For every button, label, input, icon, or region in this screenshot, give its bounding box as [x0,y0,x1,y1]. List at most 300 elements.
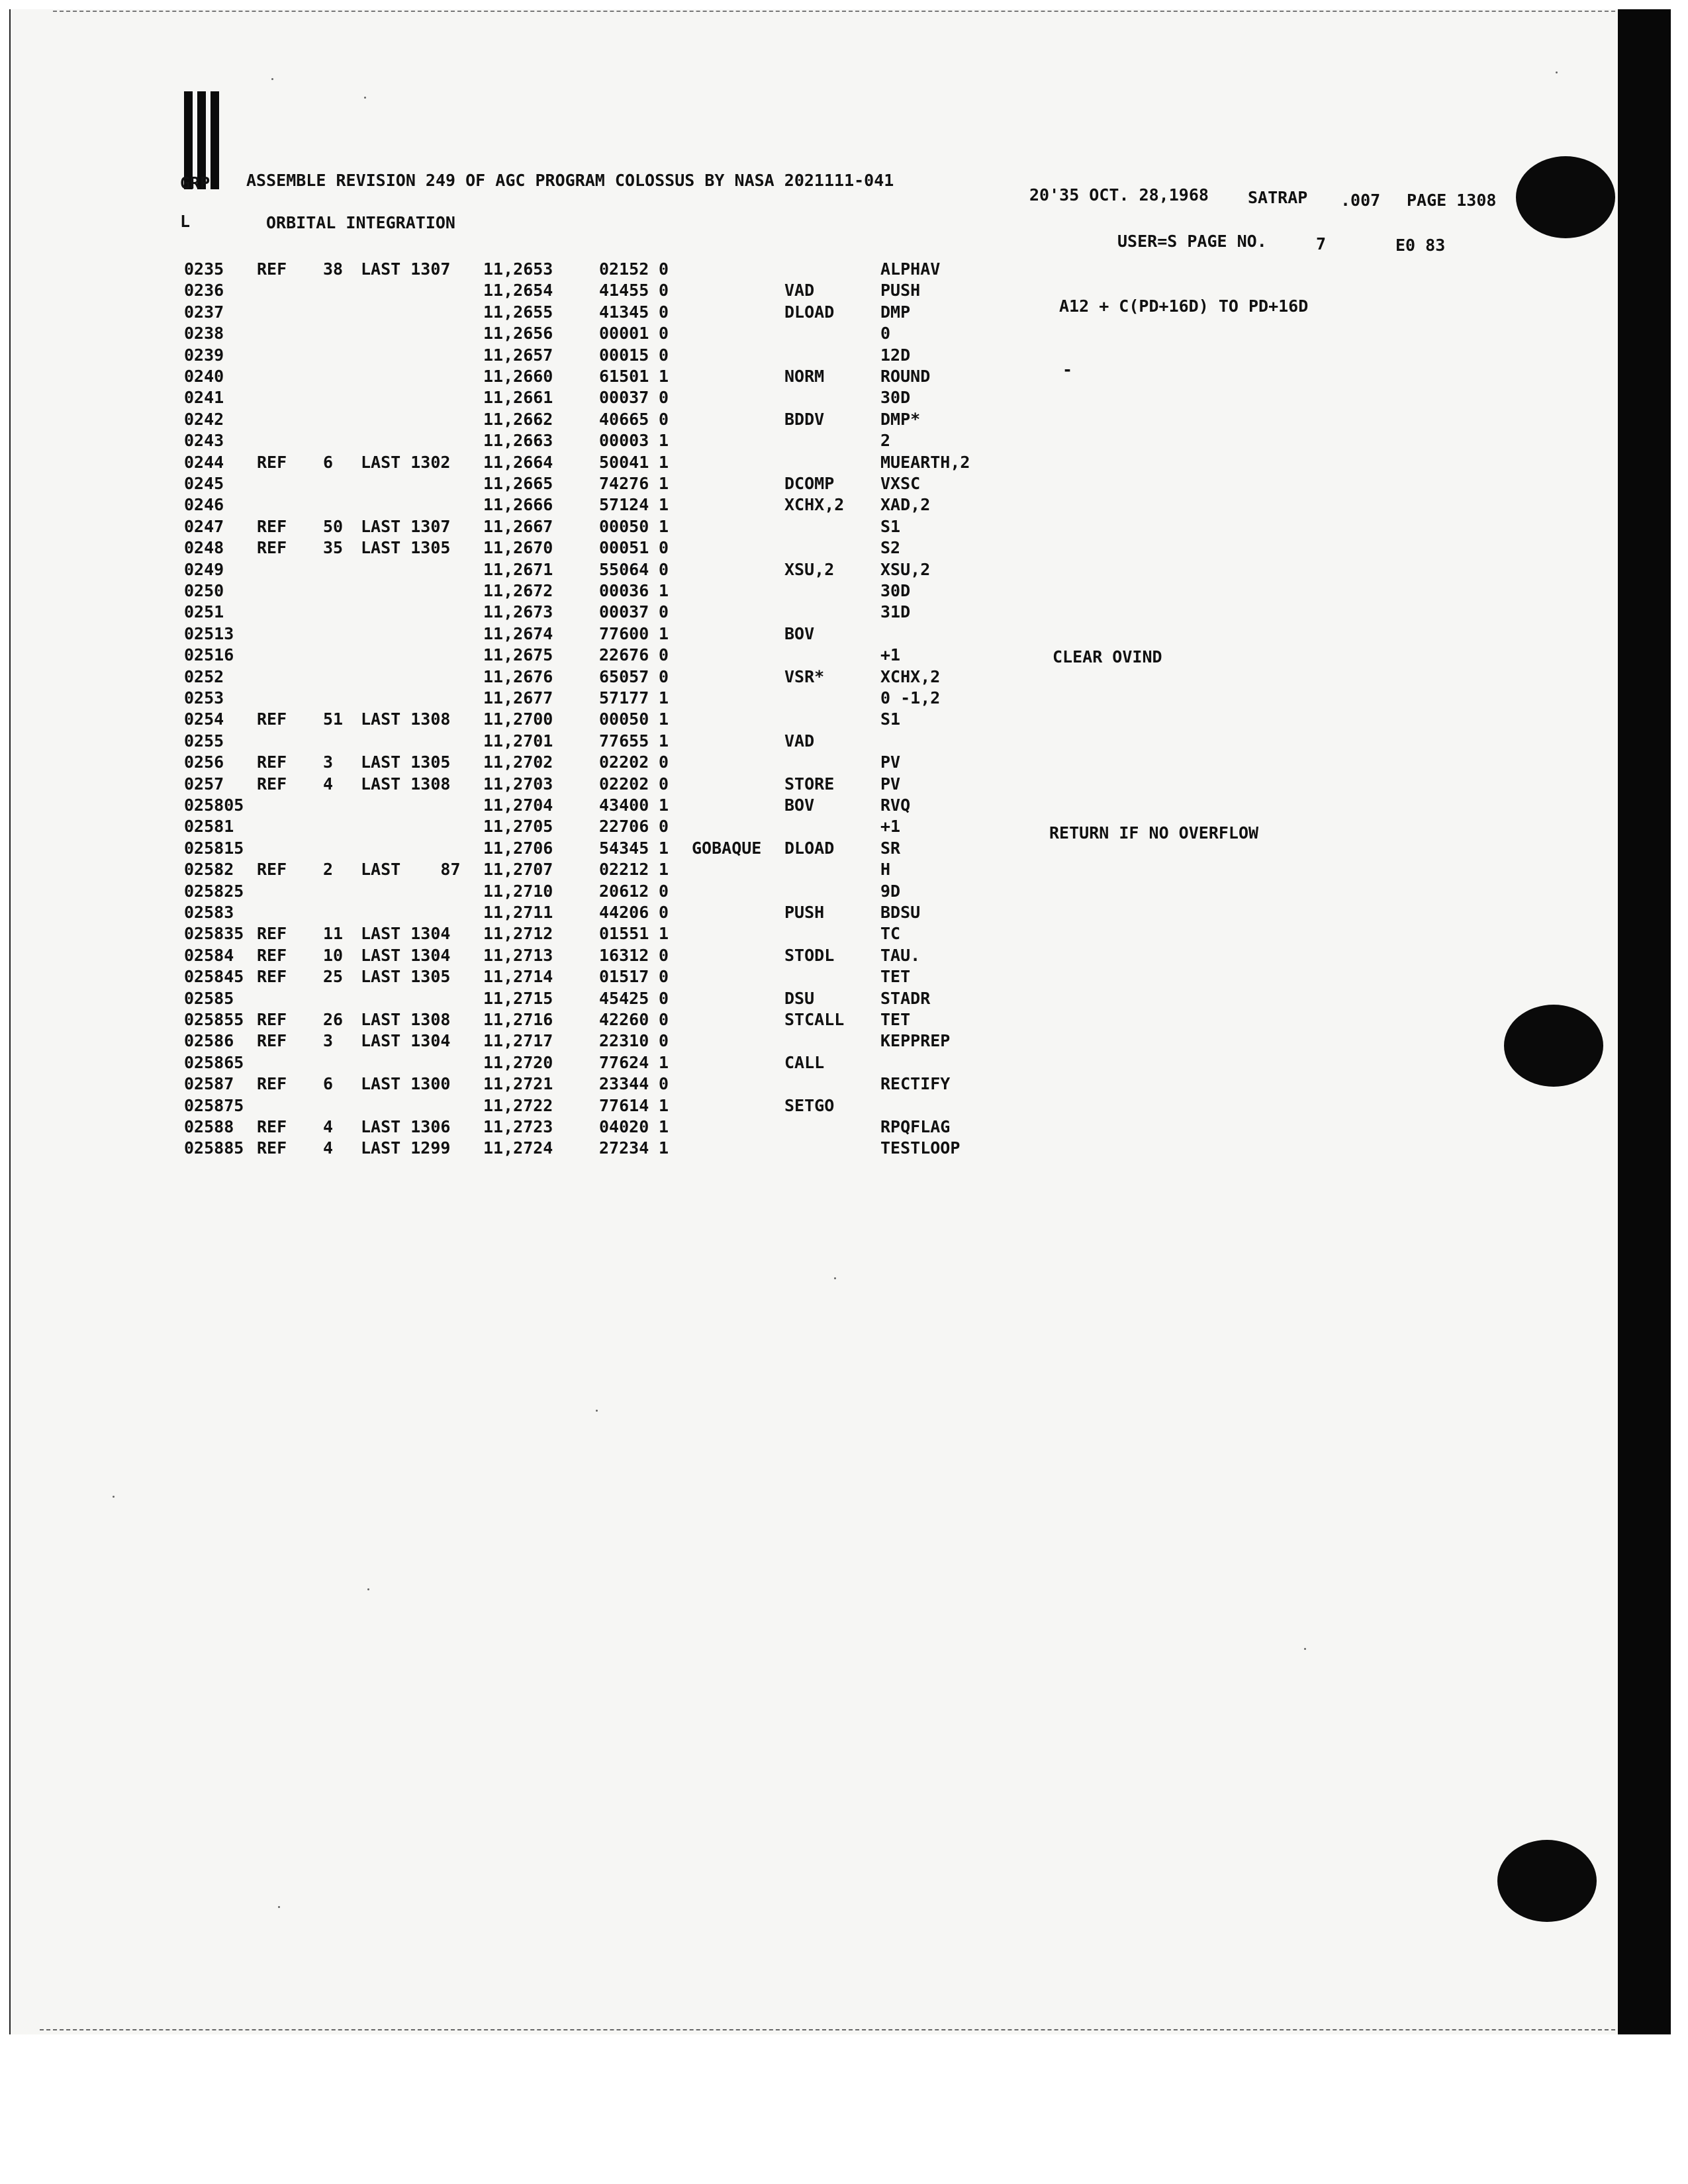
sequence-number: 025815 [184,839,244,858]
punch-hole-middle [1504,1005,1603,1087]
sequence-number: 0245 [184,474,224,493]
perforation-bottom [40,2029,1615,2030]
octal-word: 44206 [599,903,649,922]
sequence-number: 025845 [184,967,244,986]
octal-word: 22310 [599,1031,649,1050]
punch-hole-bottom [1497,1840,1597,1922]
opcode: STORE [784,774,835,794]
sequence-number: 02582 [184,860,234,879]
speck [271,78,273,80]
sequence-number: 0248 [184,538,224,557]
opcode: VSR* [784,667,825,686]
ref-marker: REF [257,453,287,472]
speck [1304,1648,1306,1650]
operand: 0 [880,324,891,343]
sequence-number: 025875 [184,1096,244,1115]
address: 11,2701 [483,731,553,751]
operand: RVQ [880,796,911,815]
last-reference: LAST 1306 [361,1117,451,1136]
opcode: VAD [784,731,815,751]
operand: 31D [880,602,911,621]
octal-word: 50041 [599,453,649,472]
octal-word: 02202 [599,774,649,794]
octal-word: 77600 [599,624,649,643]
parity-flag: 0 [659,774,669,794]
punch-hole-top [1516,156,1615,238]
last-reference: LAST 1307 [361,517,451,536]
ref-marker: REF [257,860,287,879]
opcode: BOV [784,624,815,643]
operand: PV [880,774,901,794]
speck [834,1277,836,1279]
speck [364,97,366,99]
last-reference: LAST 1305 [361,752,451,772]
octal-word: 45425 [599,989,649,1008]
octal-word: 01517 [599,967,649,986]
operand: ROUND [880,367,931,386]
ref-count: 6 [323,453,334,472]
octal-word: 22706 [599,817,649,836]
parity-flag: 0 [659,345,669,365]
octal-word: 00036 [599,581,649,600]
parity-flag: 1 [659,924,669,943]
octal-word: 40665 [599,410,649,429]
sequence-number: 02586 [184,1031,234,1050]
sequence-number: 0256 [184,752,224,772]
sequence-number: 025885 [184,1138,244,1158]
comment-clear-ovind: CLEAR OVIND [1053,647,1162,666]
operand: 30D [880,388,911,407]
operand: 2 [880,431,891,450]
operand: S2 [880,538,901,557]
address: 11,2715 [483,989,553,1008]
sequence-number: 0238 [184,324,224,343]
octal-word: 57177 [599,688,649,707]
address: 11,2716 [483,1010,553,1029]
sequence-number: 02585 [184,989,234,1008]
opcode: XCHX,2 [784,495,845,514]
address: 11,2671 [483,560,553,579]
sequence-number: 0251 [184,602,224,621]
address: 11,2702 [483,752,553,772]
opcode: XSU,2 [784,560,835,579]
operand: S1 [880,517,901,536]
octal-word: 00037 [599,388,649,407]
address: 11,2673 [483,602,553,621]
parity-flag: 0 [659,903,669,922]
octal-word: 00050 [599,709,649,729]
parity-flag: 0 [659,1010,669,1029]
operand: PV [880,752,901,772]
address: 11,2712 [483,924,553,943]
operand: S1 [880,709,901,729]
address: 11,2717 [483,1031,553,1050]
address: 11,2663 [483,431,553,450]
octal-word: 54345 [599,839,649,858]
speck [113,1496,115,1498]
octal-word: 00003 [599,431,649,450]
ref-marker: REF [257,259,287,279]
parity-flag: 0 [659,882,669,901]
ref-marker: REF [257,709,287,729]
last-reference: LAST 1307 [361,259,451,279]
sequence-number: 025855 [184,1010,244,1029]
sequence-number: 025865 [184,1053,244,1072]
address: 11,2706 [483,839,553,858]
parity-flag: 0 [659,946,669,965]
sheet-left-edge [9,9,11,2034]
parity-flag: 0 [659,967,669,986]
parity-flag: 1 [659,688,669,707]
operand: PUSH [880,281,921,300]
octal-word: 43400 [599,796,649,815]
sheet-right-edge [1618,9,1671,2034]
octal-word: 00001 [599,324,649,343]
address: 11,2723 [483,1117,553,1136]
sequence-number: 0235 [184,259,224,279]
parity-flag: 1 [659,495,669,514]
octal-word: 77614 [599,1096,649,1115]
ref-count: 3 [323,1031,334,1050]
perforation-top [53,11,1615,12]
parity-flag: 0 [659,667,669,686]
address: 11,2655 [483,302,553,322]
operand: TC [880,924,901,943]
octal-word: 41345 [599,302,649,322]
ref-marker: REF [257,538,287,557]
sequence-number: 0242 [184,410,224,429]
address: 11,2661 [483,388,553,407]
sequence-number: 0252 [184,667,224,686]
operand: XSU,2 [880,560,931,579]
last-reference: LAST 87 [361,860,461,879]
header-mark: GRP [180,173,211,193]
ref-count: 4 [323,1138,334,1158]
ref-marker: REF [257,752,287,772]
operand: RPQFLAG [880,1117,951,1136]
last-reference: LAST 1304 [361,946,451,965]
sequence-number: 02513 [184,624,234,643]
last-reference: LAST 1304 [361,924,451,943]
parity-flag: 0 [659,602,669,621]
opcode: BOV [784,796,815,815]
ref-marker: REF [257,774,287,794]
octal-word: 02152 [599,259,649,279]
address: 11,2654 [483,281,553,300]
address: 11,2674 [483,624,553,643]
parity-flag: 1 [659,1053,669,1072]
sequence-number: 0240 [184,367,224,386]
octal-word: 61501 [599,367,649,386]
ref-count: 4 [323,774,334,794]
sequence-number: 0255 [184,731,224,751]
ref-count: 11 [323,924,344,943]
octal-word: 27234 [599,1138,649,1158]
octal-word: 20612 [599,882,649,901]
octal-word: 16312 [599,946,649,965]
opcode: SETGO [784,1096,835,1115]
ref-marker: REF [257,967,287,986]
address: 11,2676 [483,667,553,686]
parity-flag: 0 [659,324,669,343]
speck [278,1906,280,1908]
parity-flag: 0 [659,817,669,836]
octal-word: 42260 [599,1010,649,1029]
octal-word: 74276 [599,474,649,493]
sequence-number: 02588 [184,1117,234,1136]
address: 11,2656 [483,324,553,343]
last-reference: LAST 1300 [361,1074,451,1093]
user-page-label: USER=S PAGE NO. [1117,232,1267,251]
sequence-number: 025825 [184,882,244,901]
address: 11,2653 [483,259,553,279]
octal-word: 00051 [599,538,649,557]
operand: 0 -1,2 [880,688,941,707]
ref-marker: REF [257,1074,287,1093]
sequence-number: 02581 [184,817,234,836]
ref-count: 4 [323,1117,334,1136]
sequence-number: 0236 [184,281,224,300]
parity-flag: 1 [659,581,669,600]
opcode: DLOAD [784,839,835,858]
ref-count: 25 [323,967,344,986]
operand: 30D [880,581,911,600]
operand: SR [880,839,901,858]
label: GOBAQUE [692,839,762,858]
address: 11,2720 [483,1053,553,1072]
parity-flag: 1 [659,624,669,643]
opcode: NORM [784,367,825,386]
operand: TET [880,967,911,986]
parity-flag: 1 [659,517,669,536]
ref-count: 51 [323,709,344,729]
parity-flag: 0 [659,1074,669,1093]
parity-flag: 0 [659,388,669,407]
sequence-number: 0249 [184,560,224,579]
operand: BDSU [880,903,921,922]
operand: H [880,860,891,879]
opcode: BDDV [784,410,825,429]
opcode: DLOAD [784,302,835,322]
address: 11,2657 [483,345,553,365]
sequence-number: 0243 [184,431,224,450]
sequence-number: 0239 [184,345,224,365]
ref-count: 2 [323,860,334,879]
parity-flag: 1 [659,1096,669,1115]
octal-word: 57124 [599,495,649,514]
sequence-number: 02583 [184,903,234,922]
address: 11,2703 [483,774,553,794]
sequence-number: 0244 [184,453,224,472]
header-satrap: SATRAP [1248,188,1308,207]
parity-flag: 0 [659,538,669,557]
sequence-number: 02516 [184,645,234,664]
opcode: DCOMP [784,474,835,493]
parity-flag: 1 [659,453,669,472]
ref-count: 50 [323,517,344,536]
operand: ALPHAV [880,259,941,279]
last-reference: LAST 1299 [361,1138,451,1158]
sequence-number: 025805 [184,796,244,815]
user-page-number: 7 [1316,234,1327,253]
sequence-number: 02587 [184,1074,234,1093]
ref-marker: REF [257,924,287,943]
comment-return: RETURN IF NO OVERFLOW [1049,823,1259,842]
sequence-number: 0250 [184,581,224,600]
parity-flag: 1 [659,1117,669,1136]
address: 11,2710 [483,882,553,901]
address: 11,2667 [483,517,553,536]
address: 11,2704 [483,796,553,815]
octal-word: 55064 [599,560,649,579]
address: 11,2724 [483,1138,553,1158]
operand: KEPPREP [880,1031,951,1050]
last-reference: LAST 1308 [361,709,451,729]
ref-marker: REF [257,1010,287,1029]
opcode: STCALL [784,1010,845,1029]
address: 11,2714 [483,967,553,986]
address: 11,2666 [483,495,553,514]
parity-flag: 0 [659,645,669,664]
address: 11,2662 [483,410,553,429]
octal-word: 77655 [599,731,649,751]
sequence-number: 0241 [184,388,224,407]
parity-flag: 1 [659,731,669,751]
comment-dash: - [1062,360,1073,379]
operand: XAD,2 [880,495,931,514]
last-reference: LAST 1302 [361,453,451,472]
address: 11,2721 [483,1074,553,1093]
ref-count: 26 [323,1010,344,1029]
section-title: ORBITAL INTEGRATION [266,213,455,232]
operand: RECTIFY [880,1074,951,1093]
operand: +1 [880,645,901,664]
sequence-number: 0254 [184,709,224,729]
parity-flag: 1 [659,1138,669,1158]
parity-flag: 1 [659,431,669,450]
sequence-number: 0247 [184,517,224,536]
last-reference: LAST 1308 [361,774,451,794]
octal-word: 23344 [599,1074,649,1093]
speck [1556,71,1558,73]
ref-count: 10 [323,946,344,965]
parity-flag: 1 [659,796,669,815]
octal-word: 77624 [599,1053,649,1072]
parity-flag: 1 [659,474,669,493]
speck [367,1588,369,1590]
sequence-number: 025835 [184,924,244,943]
operand: MUEARTH,2 [880,453,970,472]
parity-flag: 0 [659,989,669,1008]
parity-flag: 1 [659,709,669,729]
parity-flag: 0 [659,410,669,429]
address: 11,2722 [483,1096,553,1115]
ref-marker: REF [257,1117,287,1136]
ref-marker: REF [257,517,287,536]
header-assemble-line: ASSEMBLE REVISION 249 OF AGC PROGRAM COLOSSUS BY NASA 2021111-041 [246,171,894,190]
comment-a12: A12 + C(PD+16D) TO PD+16D [1059,296,1309,316]
operand: VXSC [880,474,921,493]
address: 11,2711 [483,903,553,922]
parity-flag: 1 [659,839,669,858]
last-reference: LAST 1305 [361,538,451,557]
parity-flag: 1 [659,860,669,879]
octal-word: 00015 [599,345,649,365]
opcode: STODL [784,946,835,965]
address: 11,2660 [483,367,553,386]
header-extra-code: E0 83 [1395,236,1446,255]
octal-word: 41455 [599,281,649,300]
ref-marker: REF [257,1138,287,1158]
last-reference: LAST 1305 [361,967,451,986]
header-timestamp: 20'35 OCT. 28,1968 [1029,185,1209,205]
octal-word: 02212 [599,860,649,879]
ref-count: 35 [323,538,344,557]
operand: TESTLOOP [880,1138,961,1158]
parity-flag: 0 [659,560,669,579]
ref-count: 38 [323,259,344,279]
speck [596,1410,598,1412]
operand: DMP [880,302,911,322]
address: 11,2700 [483,709,553,729]
address: 11,2713 [483,946,553,965]
operand: 9D [880,882,901,901]
opcode: CALL [784,1053,825,1072]
parity-flag: 1 [659,367,669,386]
parity-flag: 0 [659,281,669,300]
octal-word: 65057 [599,667,649,686]
parity-flag: 0 [659,259,669,279]
address: 11,2677 [483,688,553,707]
operand: +1 [880,817,901,836]
header-version: .007 [1340,191,1381,210]
last-reference: LAST 1304 [361,1031,451,1050]
sequence-number: 0246 [184,495,224,514]
header-page: PAGE 1308 [1407,191,1497,210]
operand: XCHX,2 [880,667,941,686]
octal-word: 01551 [599,924,649,943]
parity-flag: 0 [659,1031,669,1050]
octal-word: 02202 [599,752,649,772]
parity-flag: 0 [659,752,669,772]
sequence-number: 02584 [184,946,234,965]
octal-word: 00050 [599,517,649,536]
ref-count: 6 [323,1074,334,1093]
ref-count: 3 [323,752,334,772]
address: 11,2665 [483,474,553,493]
sequence-number: 0257 [184,774,224,794]
address: 11,2670 [483,538,553,557]
address: 11,2675 [483,645,553,664]
sequence-number: 0253 [184,688,224,707]
ref-marker: REF [257,1031,287,1050]
operand: TAU. [880,946,921,965]
last-reference: LAST 1308 [361,1010,451,1029]
operand: STADR [880,989,931,1008]
opcode: VAD [784,281,815,300]
section-marker: L [180,212,191,231]
parity-flag: 0 [659,302,669,322]
address: 11,2707 [483,860,553,879]
operand: DMP* [880,410,921,429]
octal-word: 00037 [599,602,649,621]
operand: 12D [880,345,911,365]
octal-word: 22676 [599,645,649,664]
operand: TET [880,1010,911,1029]
opcode: DSU [784,989,815,1008]
ref-marker: REF [257,946,287,965]
address: 11,2664 [483,453,553,472]
